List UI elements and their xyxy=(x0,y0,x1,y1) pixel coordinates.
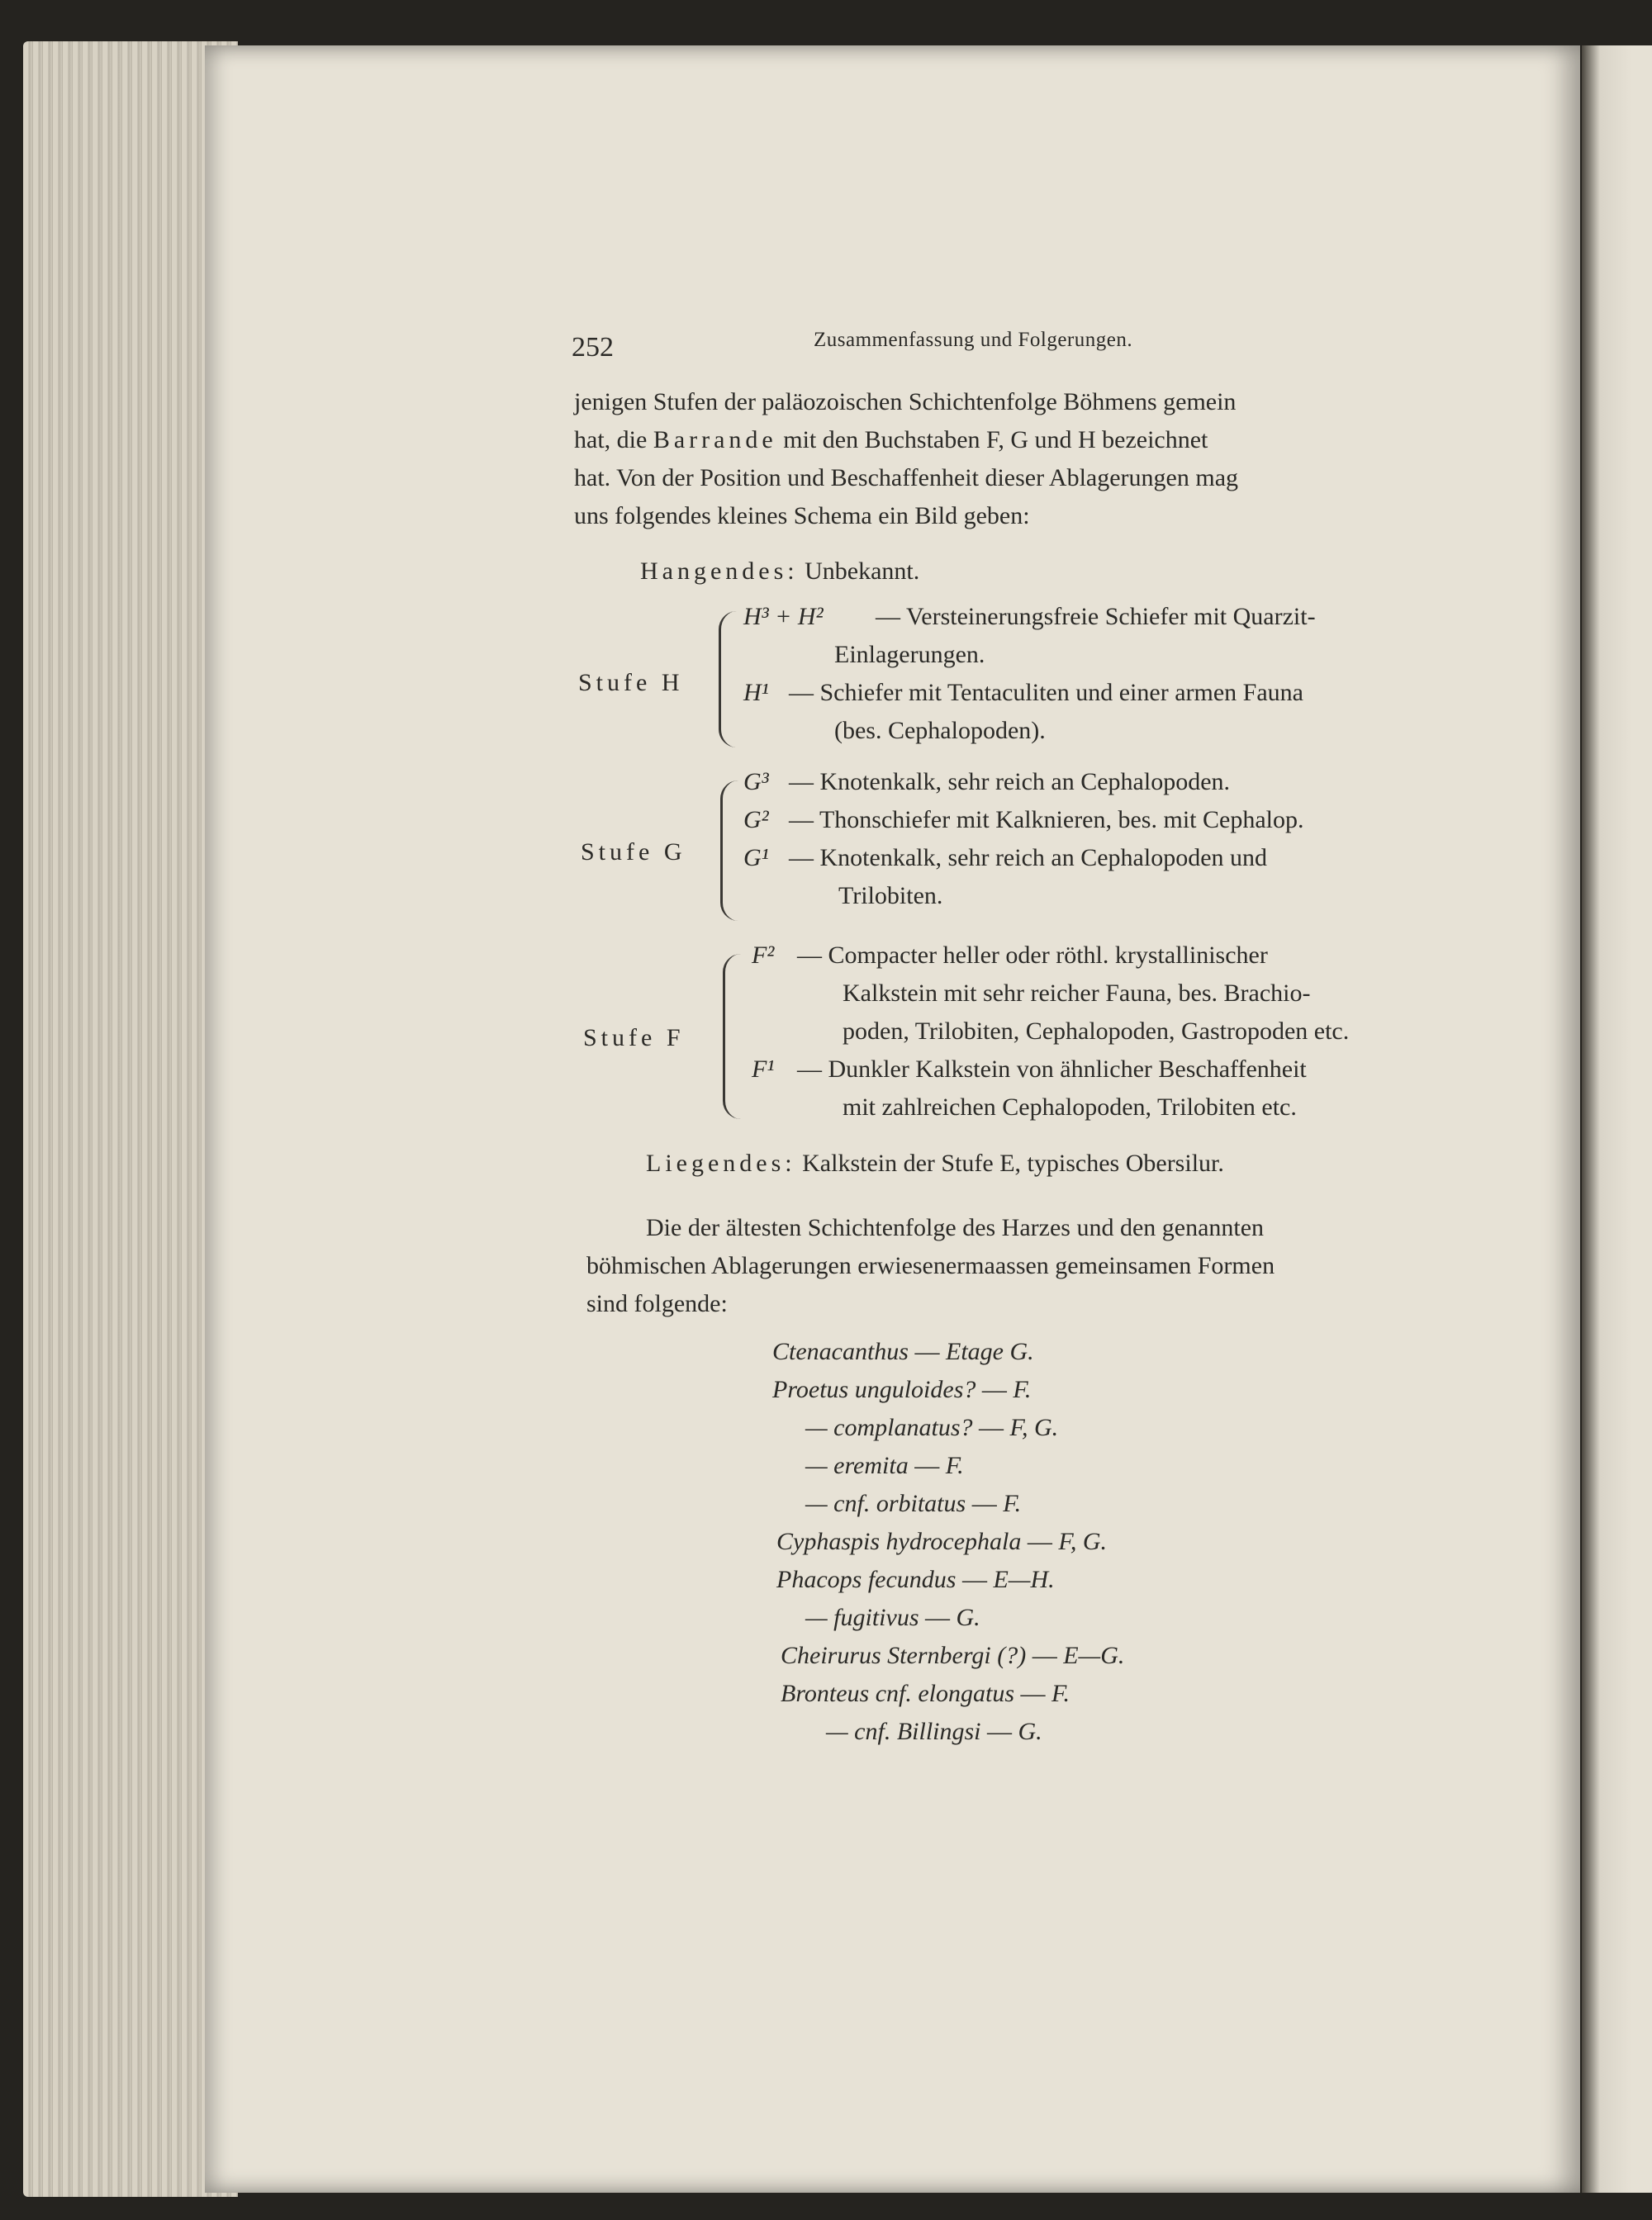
h1-line-1: — Schiefer mit Tentaculiten und einer armen Fauna xyxy=(789,679,1303,706)
h1-key: H¹ xyxy=(743,679,769,706)
species-dash: — xyxy=(956,1566,994,1593)
species-dash: — xyxy=(1021,1528,1059,1555)
g2-key: G² xyxy=(743,806,769,833)
running-title: Zusammenfassung und Folgerungen. xyxy=(814,329,1133,351)
species-dash: — xyxy=(1014,1680,1052,1707)
species-stage: F, G. xyxy=(1058,1528,1107,1555)
author-name: Barrande xyxy=(653,426,777,453)
stufe-h-brace xyxy=(719,611,744,747)
g1-line-2: Trilobiten. xyxy=(838,882,943,909)
species-stage: Etage G. xyxy=(946,1338,1034,1365)
f2-line-2: Kalkstein mit sehr reicher Fauna, bes. Brachio- xyxy=(843,980,1311,1007)
species-row xyxy=(805,1452,964,1480)
stufe-f-label: Stufe F xyxy=(583,1024,685,1051)
species-dash: — xyxy=(1026,1642,1064,1669)
species-row xyxy=(805,1490,1021,1518)
species-dash: — xyxy=(980,1718,1018,1745)
f2-line-1: — Compacter heller oder röthl. krystallinischer xyxy=(797,942,1268,969)
g3-line: — Knotenkalk, sehr reich an Cephalopoden. xyxy=(789,768,1231,795)
species-stage: E—H. xyxy=(993,1566,1055,1593)
species-row xyxy=(781,1642,1124,1670)
intro-line-2-b: mit den Buchstaben F, G und H bezeichnet xyxy=(776,426,1208,453)
species-row xyxy=(776,1566,1055,1594)
para2-line-3: sind folgende: xyxy=(586,1290,728,1317)
intro-line-3: hat. Von der Position und Beschaffenheit dieser Ablagerungen mag xyxy=(574,464,1239,491)
species-dash: — xyxy=(908,1452,946,1479)
species-row xyxy=(772,1338,1034,1366)
species-name: Cyphaspis hydrocephala xyxy=(776,1528,1022,1555)
species-stage: F. xyxy=(945,1452,964,1479)
h32-line-1: — Versteinerungsfreie Schiefer mit Quarzit- xyxy=(876,603,1316,630)
intro-line-2-a: hat, die xyxy=(574,426,653,453)
species-stage: F. xyxy=(1051,1680,1070,1707)
species-row xyxy=(805,1604,980,1632)
f2-key: F² xyxy=(752,942,775,969)
liegendes-value: Kalkstein der Stufe E, typisches Obersilur. xyxy=(802,1150,1224,1177)
species-dash: — xyxy=(966,1490,1004,1517)
species-name: Proetus unguloides? xyxy=(772,1376,976,1403)
h32-line-2: Einlagerungen. xyxy=(834,641,985,668)
para2-line-2: böhmischen Ablagerungen erwiesenermaassen gemeinsamen Formen xyxy=(586,1252,1275,1279)
species-row xyxy=(772,1376,1031,1404)
liegendes-label: Liegendes: xyxy=(646,1150,796,1177)
hangendes-row xyxy=(640,557,919,586)
stufe-f-brace xyxy=(723,954,748,1119)
g1-line-1: — Knotenkalk, sehr reich an Cephalopoden und xyxy=(789,844,1268,871)
species-name: Cheirurus Sternbergi (?) xyxy=(781,1642,1027,1669)
species-name: — complanatus? xyxy=(805,1414,973,1441)
species-dash: — xyxy=(909,1338,946,1365)
species-row xyxy=(781,1680,1070,1708)
species-row xyxy=(776,1528,1107,1556)
species-name: Phacops fecundus xyxy=(776,1566,957,1593)
species-stage: E—G. xyxy=(1063,1642,1125,1669)
species-name: — fugitivus xyxy=(805,1604,919,1631)
species-row xyxy=(826,1718,1042,1746)
species-stage: G. xyxy=(956,1604,980,1631)
facing-page-edge xyxy=(1582,45,1652,2193)
liegendes-row xyxy=(646,1150,1224,1178)
species-dash: — xyxy=(972,1414,1010,1441)
species-name: Bronteus cnf. elongatus xyxy=(781,1680,1015,1707)
species-name: — cnf. Billingsi xyxy=(826,1718,981,1745)
species-stage: F, G. xyxy=(1009,1414,1059,1441)
species-name: — eremita xyxy=(805,1452,909,1479)
stufe-g-label: Stufe G xyxy=(581,838,686,866)
species-stage: F. xyxy=(1013,1376,1032,1403)
intro-line-2 xyxy=(574,426,1208,454)
stufe-g-brace xyxy=(720,780,746,921)
species-name: — cnf. orbitatus xyxy=(805,1490,966,1517)
species-row xyxy=(805,1414,1058,1442)
page-number: 252 xyxy=(572,332,614,363)
g2-line: — Thonschiefer mit Kalknieren, bes. mit Cephalop. xyxy=(789,806,1304,833)
species-dash: — xyxy=(976,1376,1014,1403)
stufe-h-label: Stufe H xyxy=(578,669,684,696)
f1-line-2: mit zahlreichen Cephalopoden, Trilobiten etc. xyxy=(843,1093,1297,1121)
f2-line-3: poden, Trilobiten, Cephalopoden, Gastropoden etc. xyxy=(843,1017,1350,1045)
h1-line-2: (bes. Cephalopoden). xyxy=(834,717,1046,744)
species-stage: G. xyxy=(1018,1718,1042,1745)
g1-key: G¹ xyxy=(743,844,769,871)
species-stage: F. xyxy=(1003,1490,1022,1517)
f1-key: F¹ xyxy=(752,1055,775,1083)
intro-line-4: uns folgendes kleines Schema ein Bild geben: xyxy=(574,502,1030,529)
g3-key: G³ xyxy=(743,768,769,795)
h32-key: H³ + H² xyxy=(743,603,824,630)
para2-line-1: Die der ältesten Schichtenfolge des Harzes und den genannten xyxy=(646,1214,1265,1241)
f1-line-1: — Dunkler Kalkstein von ähnlicher Beschaffenheit xyxy=(797,1055,1307,1083)
hangendes-value: Unbekannt. xyxy=(805,557,920,585)
intro-line-1: jenigen Stufen der paläozoischen Schichtenfolge Böhmens gemein xyxy=(574,388,1237,415)
species-name: Ctenacanthus xyxy=(772,1338,909,1365)
hangendes-label: Hangendes: xyxy=(640,557,799,585)
species-dash: — xyxy=(919,1604,957,1631)
